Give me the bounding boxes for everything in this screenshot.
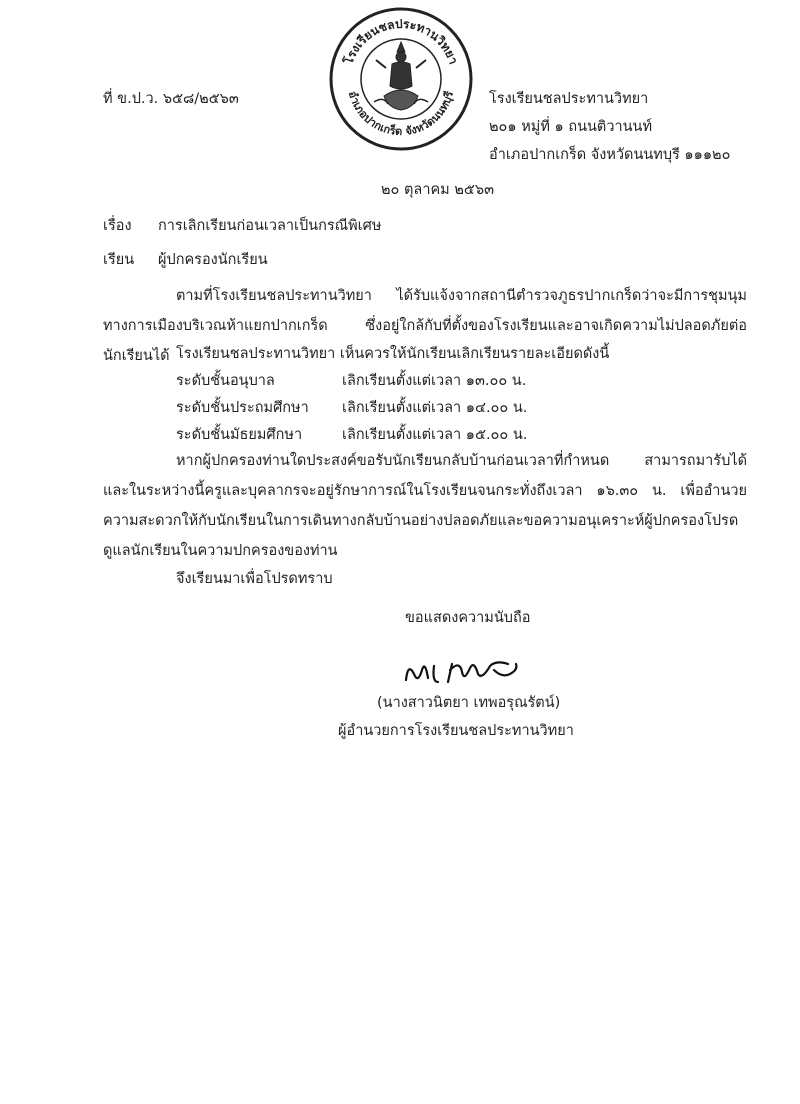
body-paragraph-4: จึงเรียนมาเพื่อโปรดทราบ	[176, 571, 333, 587]
subject-label: เรื่อง	[103, 218, 132, 234]
closing: ขอแสดงความนับถือ	[405, 610, 531, 626]
reference-number: ที่ ข.ป.ว. ๖๕๘/๒๕๖๓	[103, 91, 239, 107]
seal-bottom-text: อำเภอปากเกร็ด จังหวัดนนทบุรี	[345, 89, 456, 139]
address-line-2: อำเภอปากเกร็ด จังหวัดนนทบุรี ๑๑๑๒๐	[489, 147, 731, 163]
schedule-level: ระดับชั้นอนุบาล	[176, 373, 275, 389]
deity-figure-icon	[374, 42, 428, 110]
to-label: เรียน	[103, 252, 135, 268]
schedule-time: เลิกเรียนตั้งแต่เวลา ๑๕.๐๐ น.	[342, 427, 528, 443]
schedule-level: ระดับชั้นมัธยมศึกษา	[176, 427, 303, 443]
subject-text: การเลิกเรียนก่อนเวลาเป็นกรณีพิเศษ	[158, 218, 382, 234]
to-text: ผู้ปกครองนักเรียน	[158, 252, 268, 268]
letter-date: ๒๐ ตุลาคม ๒๕๖๓	[381, 182, 494, 198]
signer-title: ผู้อำนวยการโรงเรียนชลประทานวิทยา	[338, 723, 574, 739]
schedule-time: เลิกเรียนตั้งแต่เวลา ๑๓.๐๐ น.	[342, 373, 527, 389]
body-paragraph-1: ตามที่โรงเรียนชลประทานวิทยา ได้รับแจ้งจากสถานีตำรวจภูธรปากเกร็ดว่าจะมีการชุมนุมทางการเมืองบริเวณห้าแยกปากเกร็ด ซึ่งอยู่ใกล้กับที่ตั้งของโรงเรียนและอาจเกิดความไม่ปลอดภัยต่อนักเรียนได้	[103, 288, 747, 364]
schedule-level: ระดับชั้นประถมศึกษา	[176, 400, 309, 416]
school-name: โรงเรียนชลประทานวิทยา	[489, 91, 649, 107]
signature	[398, 652, 528, 692]
signer-name: (นางสาวนิตยา เทพอรุณรัตน์)	[377, 695, 561, 711]
body-paragraph-2: โรงเรียนชลประทานวิทยา เห็นควรให้นักเรียนเลิกเรียนรายละเอียดดังนี้	[176, 346, 610, 362]
seal-top-text: โรงเรียนชลประทานวิทยา	[341, 16, 461, 67]
school-seal	[326, 4, 476, 154]
body-paragraph-3: หากผู้ปกครองท่านใดประสงค์ขอรับนักเรียนกลับบ้านก่อนเวลาที่กำหนด สามารถมารับได้ และในระหว่างนี้ครูและบุคลากรจะอยู่รักษาการณ์ในโรงเรียนจนกระทั่งถึงเวลา ๑๖.๓๐ น. เพื่ออำนวยความสะดวกให้กับนักเรียนในการเดินทางกลับบ้านอย่างปลอดภัยและขอความอนุเคราะห์ผู้ปกครองโปรดดูแลนักเรียนในความปกครองของท่าน	[103, 453, 747, 559]
address-line-1: ๒๐๑ หมู่ที่ ๑ ถนนติวานนท์	[489, 119, 653, 135]
schedule-time: เลิกเรียนตั้งแต่เวลา ๑๔.๐๐ น.	[342, 400, 528, 416]
